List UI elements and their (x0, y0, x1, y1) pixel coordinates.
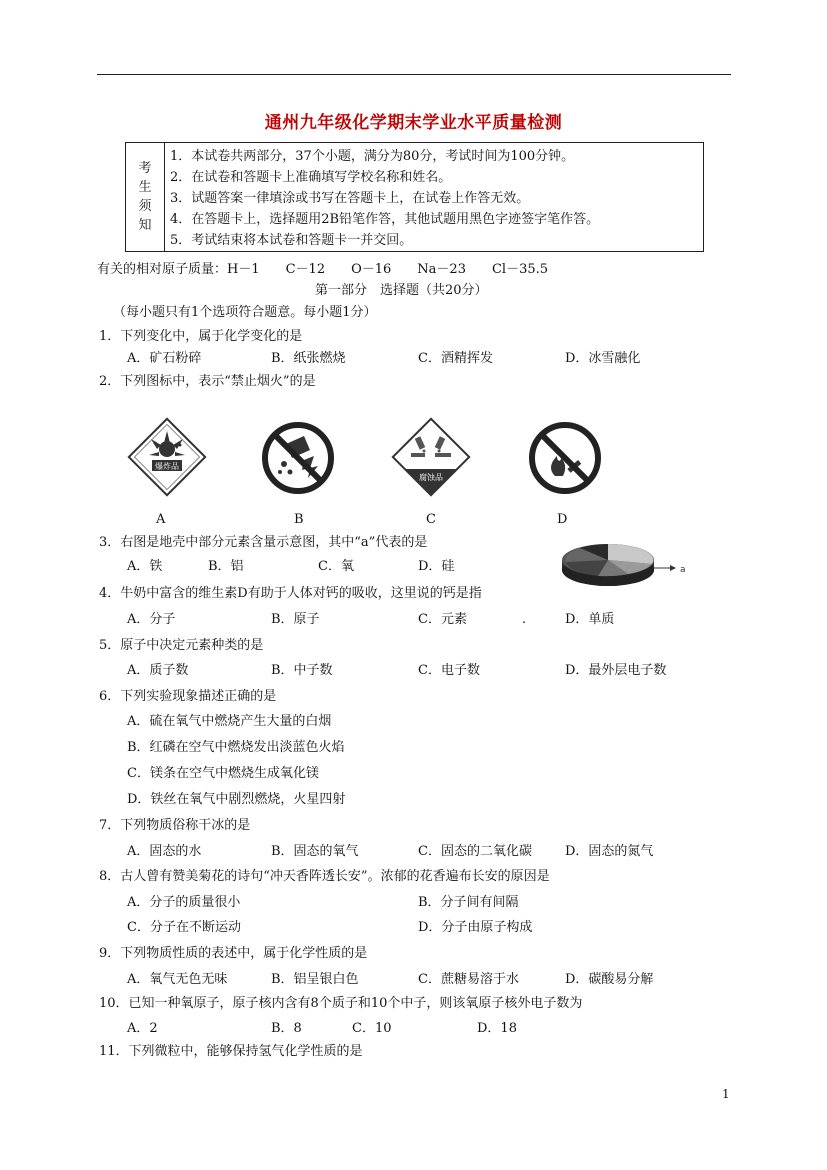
stray-dot: . (522, 612, 527, 627)
notice-label-char: 考 (138, 161, 152, 176)
no-smoking-sign-icon (527, 420, 603, 496)
option-c: C．元素 (418, 612, 467, 627)
explosive-sign-icon (125, 415, 209, 499)
option-b: B．原子 (271, 612, 320, 627)
option-d: D．单质 (565, 612, 615, 627)
crust-element-pie-figure (558, 530, 688, 592)
sign-a-text: 爆炸品 (155, 462, 179, 471)
page-number: 1 (722, 1087, 730, 1101)
notice-item: 4．在答题卡上，选择题用2B铅笔作答，其他试题用黑色字迹签字笔作答。 (170, 212, 600, 227)
option-a: A．氧气无色无味 (127, 972, 228, 987)
sign-c-text: 腐蚀品 (419, 473, 443, 482)
no-fireworks-sign-icon (260, 420, 336, 496)
notice-label-char: 知 (138, 218, 152, 233)
option-b: B．8 (271, 1021, 302, 1036)
sign-label-d: D (557, 512, 568, 527)
option-b: B．铝呈银白色 (271, 972, 359, 987)
question-stem: 9．下列物质性质的表述中，属于化学性质的是 (99, 946, 368, 961)
sign-label-a: A (156, 512, 166, 527)
option-b: B．红磷在空气中燃烧发出淡蓝色火焰 (127, 740, 345, 755)
notice-label (126, 143, 165, 251)
option-a: A．分子的质量很小 (127, 895, 241, 910)
option-a: A．硫在氧气中燃烧产生大量的白烟 (127, 714, 332, 729)
question-stem: 10．已知一种氧原子，原子核内含有8个质子和10个中子，则该氧原子核外电子数为 (99, 996, 583, 1011)
option-b: B．固态的氧气 (271, 844, 359, 859)
option-a: A．分子 (127, 612, 176, 627)
option-c: C．氧 (318, 559, 354, 574)
notice-item: 5．考试结束将本试卷和答题卡一并交回。 (170, 233, 413, 248)
notice-item: 3．试题答案一律填涂或书写在答题卡上，在试卷上作答无效。 (170, 191, 530, 206)
question-stem: 1．下列变化中，属于化学变化的是 (99, 329, 303, 344)
option-b: B．分子间有间隔 (418, 895, 519, 910)
question-stem: 6．下列实验现象描述正确的是 (99, 689, 277, 704)
notice-label-char: 生 (138, 180, 152, 195)
option-a: A．铁 (127, 559, 163, 574)
option-b: B．中子数 (271, 663, 333, 678)
question-stem: 5．原子中决定元素种类的是 (99, 638, 264, 653)
option-a: A．固态的水 (127, 844, 202, 859)
option-a: A．2 (127, 1021, 158, 1036)
option-d: D．分子由原子构成 (418, 920, 533, 935)
option-a: A．矿石粉碎 (127, 351, 202, 366)
option-c: C．蔗糖易溶于水 (418, 972, 519, 987)
notice-label-char: 须 (138, 199, 152, 214)
section-title: 第一部分 选择题（共20分） (315, 283, 488, 298)
sign-label-c: C (426, 512, 436, 527)
option-d: D．铁丝在氧气中剧烈燃烧，火星四射 (127, 792, 346, 807)
option-c: C．固态的二氧化碳 (418, 844, 532, 859)
header-rule (97, 74, 731, 75)
question-stem: 2．下列图标中，表示“禁止烟火”的是 (99, 374, 316, 389)
question-stem: 4．牛奶中富含的维生素D有助于人体对钙的吸收，这里说的钙是指 (99, 586, 482, 601)
section-note: （每小题只有1个选项符合题意。每小题1分） (113, 305, 377, 320)
question-stem: 7．下列物质俗称干冰的是 (99, 818, 251, 833)
notice-item: 2．在试卷和答题卡上准确填写学校名称和姓名。 (170, 170, 452, 185)
question-stem: 8．古人曾有赞美菊花的诗句“冲天香阵透长安”。浓郁的花香遍布长安的原因是 (99, 869, 550, 884)
option-d: D．最外层电子数 (565, 663, 667, 678)
option-c: C．10 (352, 1021, 392, 1036)
option-b: B．纸张燃烧 (271, 351, 346, 366)
option-d: D．冰雪融化 (565, 351, 641, 366)
option-d: D．碳酸易分解 (565, 972, 654, 987)
pie-label-a: a (680, 565, 686, 575)
option-a: A．质子数 (127, 663, 189, 678)
option-c: C．镁条在空气中燃烧生成氧化镁 (127, 766, 319, 781)
option-c: C．电子数 (418, 663, 480, 678)
notice-items (170, 146, 699, 251)
question-stem: 3．右图是地壳中部分元素含量示意图，其中“a”代表的是 (99, 535, 428, 550)
option-d: D．18 (477, 1021, 517, 1036)
page-title: 通州九年级化学期末学业水平质量检测 (264, 113, 563, 133)
sign-label-b: B (294, 512, 304, 527)
option-d: D．固态的氮气 (565, 844, 654, 859)
option-b: B．铝 (208, 559, 244, 574)
option-d: D．硅 (418, 559, 455, 574)
option-c: C．分子在不断运动 (127, 920, 241, 935)
question-stem: 11．下列微粒中，能够保持氢气化学性质的是 (99, 1044, 363, 1059)
notice-item: 1．本试卷共两部分，37个小题，满分为80分，考试时间为100分钟。 (170, 149, 575, 164)
corrosive-sign-icon (389, 415, 473, 499)
exam-notice-box (125, 142, 704, 252)
atomic-mass-line: 有关的相对原子质量：H－1 C－12 O－16 Na－23 Cl－35.5 (97, 262, 549, 277)
option-c: C．酒精挥发 (418, 351, 493, 366)
